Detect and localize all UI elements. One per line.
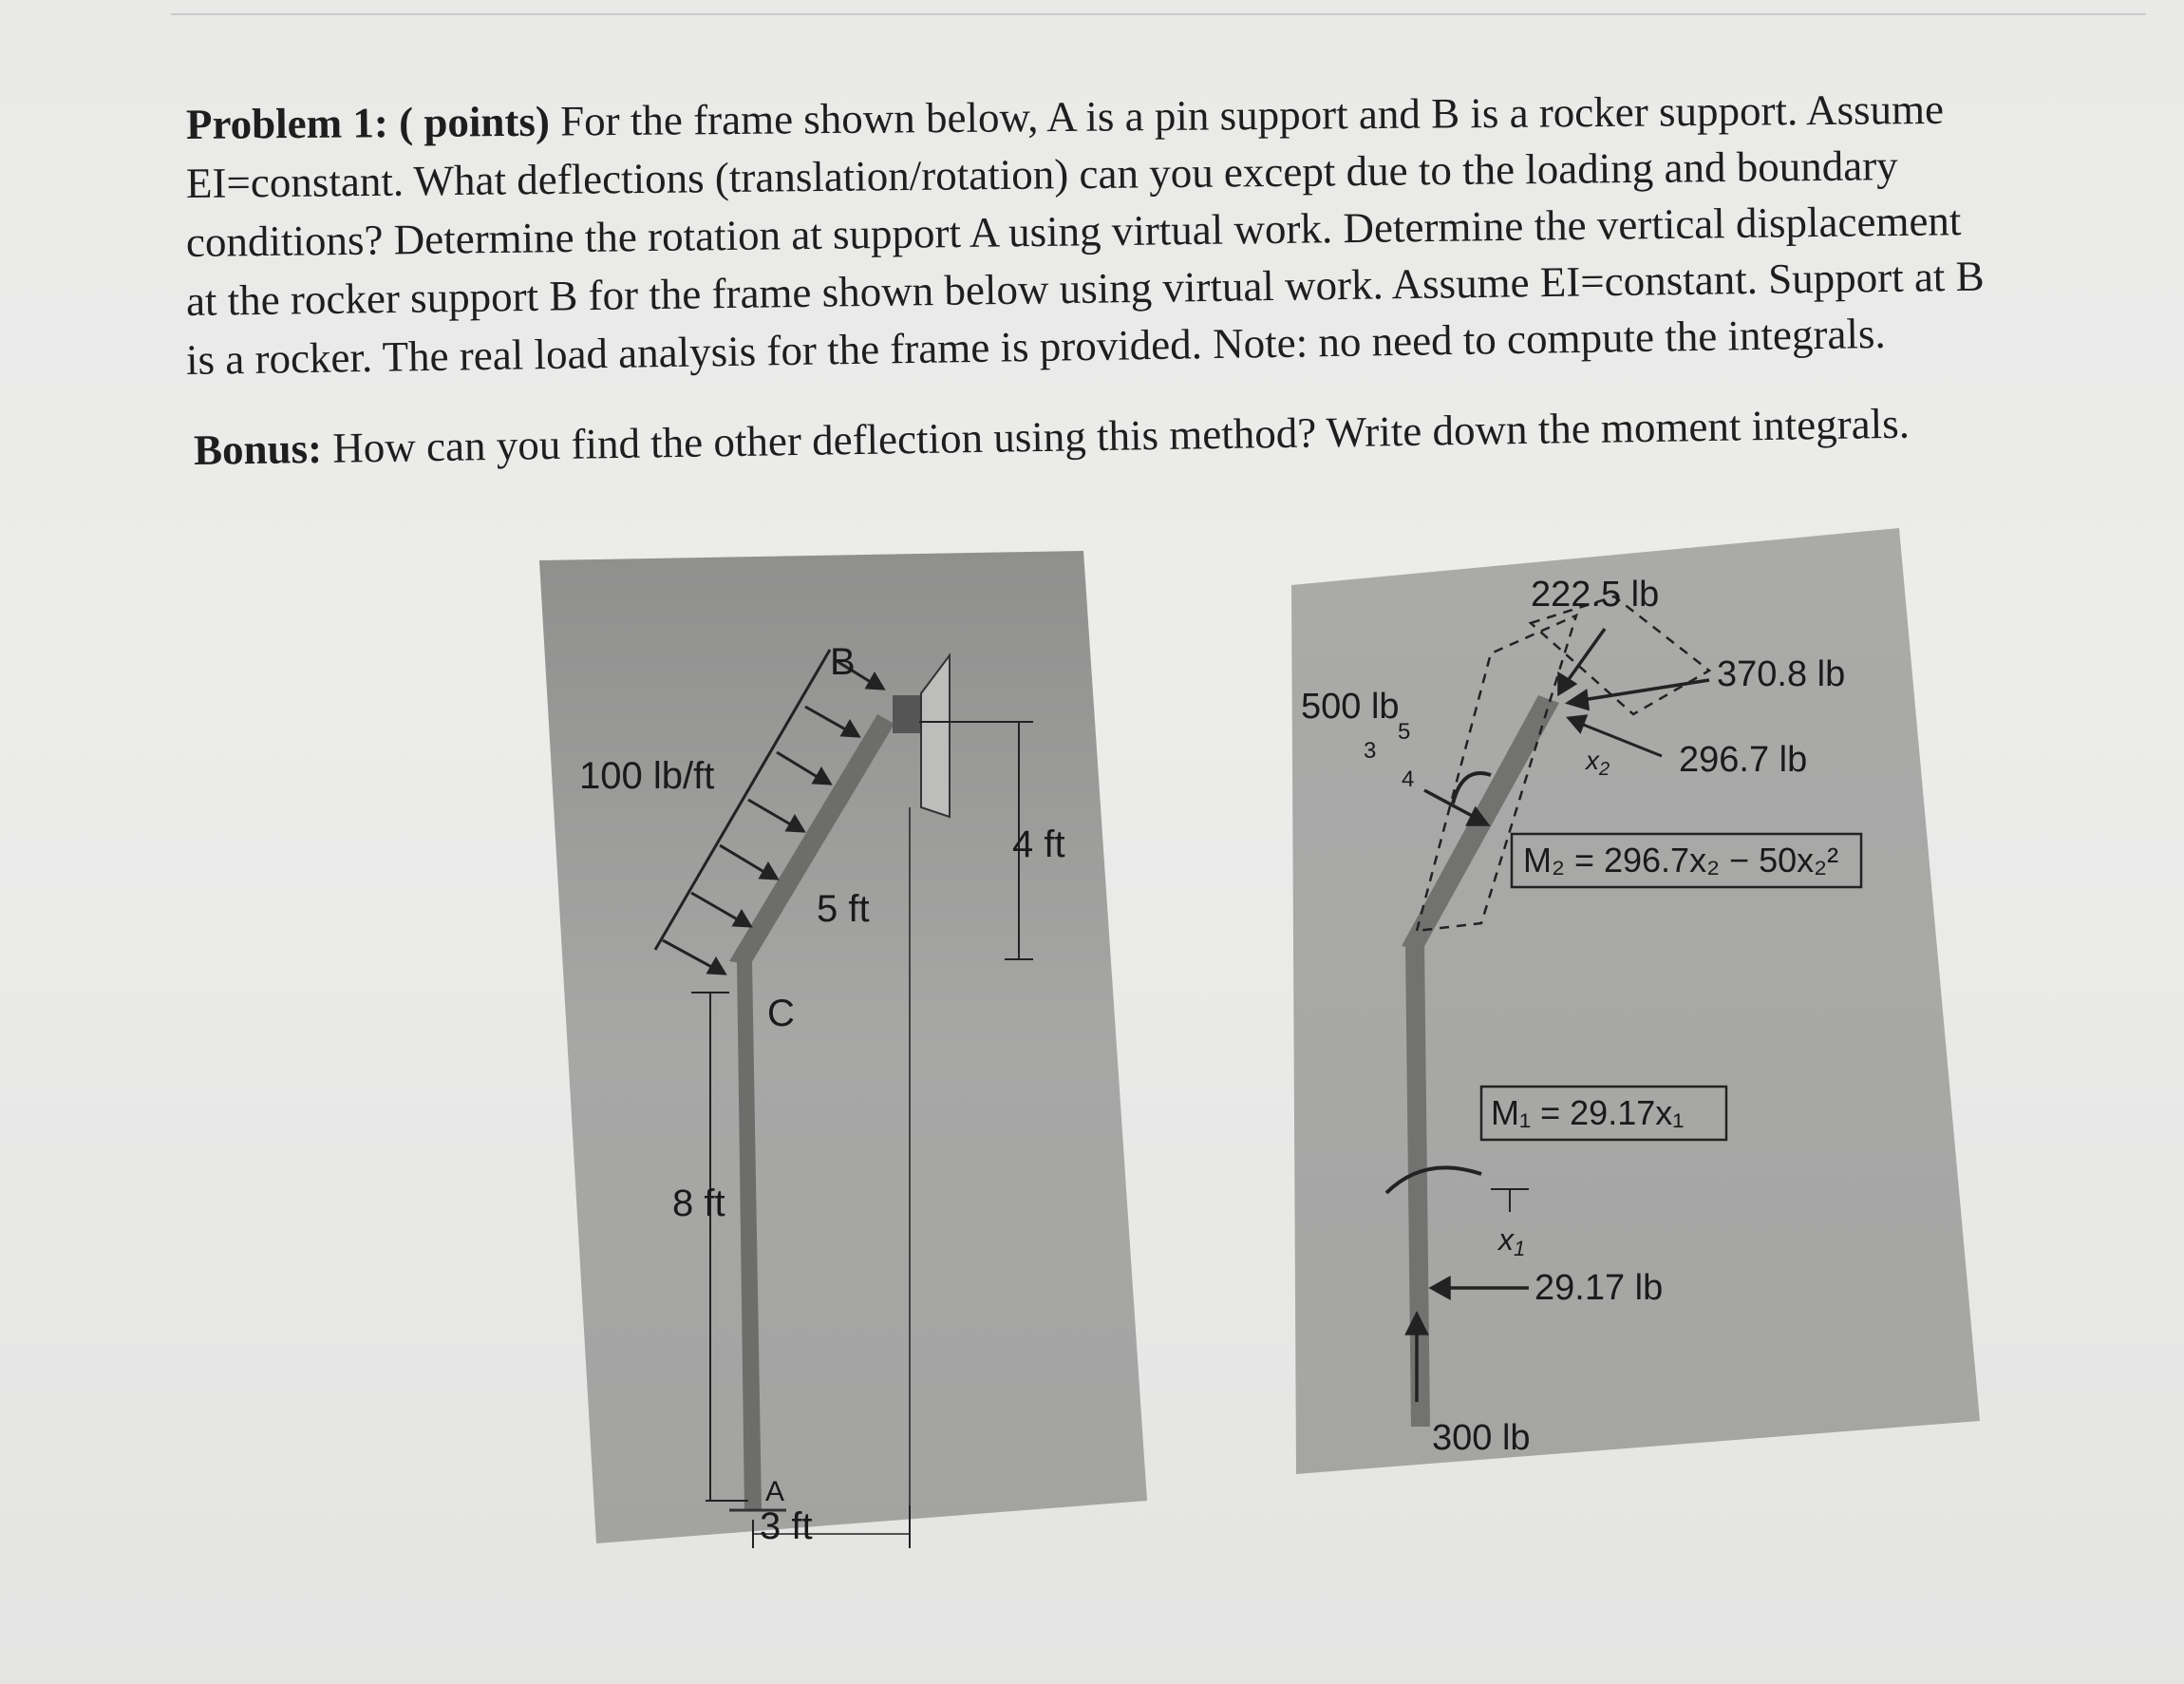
label-resultant: 500 lb [1301, 687, 1400, 727]
free-body-background [1291, 528, 1980, 1474]
bonus-label: Bonus: [193, 424, 323, 474]
problem-statement [185, 85, 2142, 389]
label-point-b: B [830, 641, 856, 683]
label-dim-height: 8 ft [672, 1183, 725, 1224]
problem-text-2: EI=constant. What deflections (translation/rotation) can you except due to the loading and boundary [185, 142, 1898, 207]
problem-text-3: conditions? Determine the rotation at support A using virtual work. Determine the vertical displacement [185, 197, 1962, 266]
label-point-a: A [765, 1476, 785, 1507]
label-slope-3: 3 [1364, 738, 1377, 764]
problem-heading: Problem 1: [185, 99, 389, 148]
label-base-vertical: 300 lb [1432, 1418, 1531, 1458]
bonus-text: How can you find the other deflection using this method? Write down the moment integrals. [331, 399, 1911, 472]
label-x2: $x_2$ [1586, 746, 1610, 780]
problem-text-5: is a rocker. The real load analysis for the frame is provided. Note: no need to compute the integrals. [185, 309, 1887, 384]
bonus-question [194, 399, 1911, 475]
frame-figure-background [539, 551, 1147, 1543]
label-dim-rise: 4 ft [1012, 823, 1065, 865]
label-slope-4: 4 [1402, 766, 1415, 792]
page-top-rule [171, 13, 2146, 15]
problem-points: ( points) [398, 97, 551, 147]
label-normal-force: 296.7 lb [1679, 740, 1808, 780]
label-base-horizontal: 29.17 lb [1534, 1268, 1664, 1308]
label-m1-equation: M₁ = 29.17x₁ [1491, 1093, 1685, 1132]
rocker-support-b [893, 695, 921, 733]
label-x1: x1 [1498, 1222, 1526, 1260]
frame-figure [539, 551, 1147, 1548]
label-slope-5: 5 [1398, 719, 1411, 745]
label-load: 100 lb/ft [579, 755, 715, 797]
label-top-force: 222.5 lb [1531, 575, 1660, 615]
label-m2-equation: M₂ = 296.7x₂ − 50x₂² [1523, 841, 1839, 880]
label-dim-width: 3 ft [760, 1505, 813, 1547]
label-dim-incline: 5 ft [817, 888, 870, 930]
free-body-figure-svg [1291, 528, 1985, 1478]
problem-text-4: at the rocker support B for the frame shown below using virtual work. Assume EI=constant. Support at B [185, 252, 1985, 325]
frame-figure-svg [539, 551, 1147, 1548]
free-body-figure [1291, 528, 1985, 1478]
label-horiz-force: 370.8 lb [1717, 654, 1846, 694]
problem-text-1: For the frame shown below, A is a pin support and B is a rocker support. Assume [559, 85, 1945, 145]
label-point-c: C [767, 993, 795, 1034]
